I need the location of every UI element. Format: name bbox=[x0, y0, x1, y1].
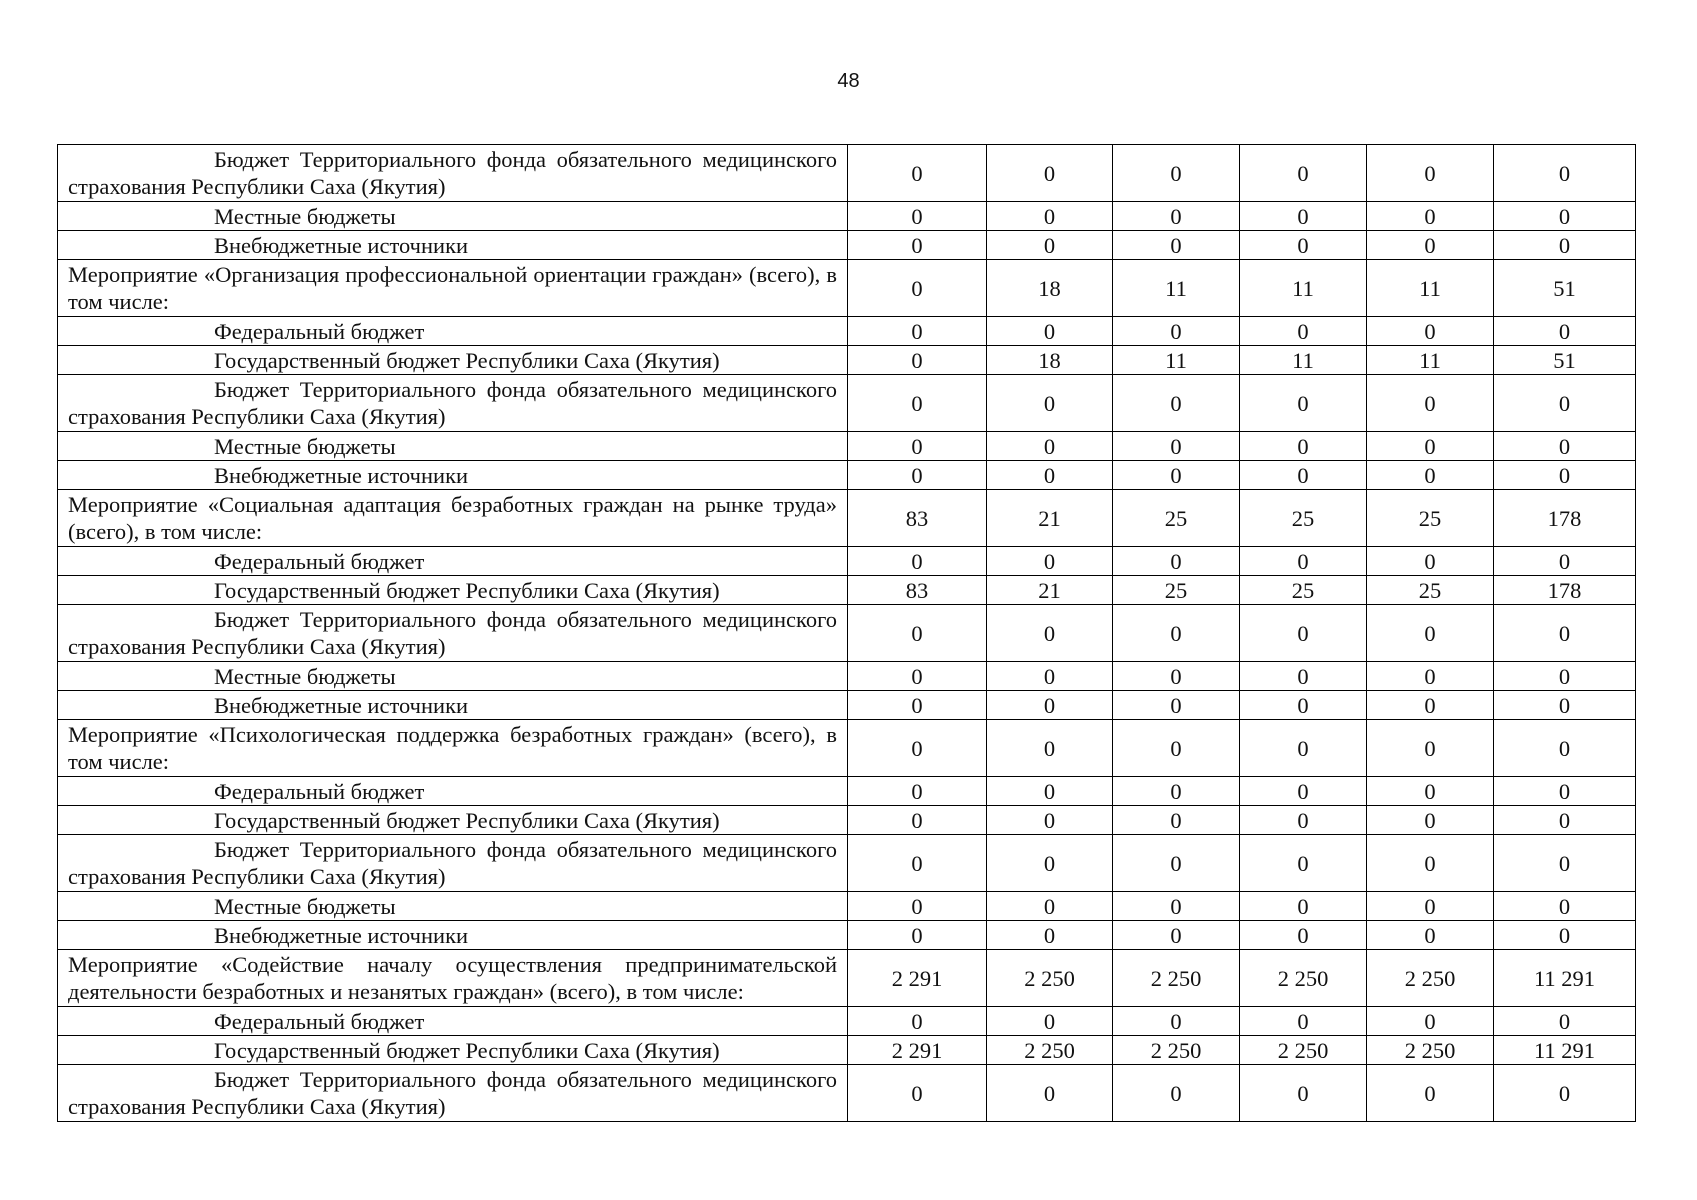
table-row bbox=[58, 576, 1636, 605]
row-label-cell bbox=[58, 720, 848, 777]
value-cell: 2 250 bbox=[987, 950, 1113, 1007]
row-label-cell bbox=[58, 892, 848, 921]
row-label-cell bbox=[58, 432, 848, 461]
row-label-cell bbox=[58, 145, 848, 202]
row-label: Мероприятие «Социальная адаптация безработных граждан на рынке труда» (всего), в том числе: bbox=[68, 492, 837, 544]
value-cell: 0 bbox=[987, 662, 1113, 691]
value-cell: 0 bbox=[1113, 202, 1240, 231]
value-cell: 0 bbox=[1367, 432, 1494, 461]
value-cell: 0 bbox=[1494, 231, 1636, 260]
value-cell: 18 bbox=[987, 260, 1113, 317]
value-cell: 0 bbox=[987, 921, 1113, 950]
row-label: Федеральный бюджет bbox=[214, 778, 425, 804]
table-row bbox=[58, 202, 1636, 231]
row-label: Внебюджетные источники bbox=[214, 692, 469, 718]
value-cell: 0 bbox=[987, 231, 1113, 260]
value-cell: 0 bbox=[1113, 432, 1240, 461]
table-row bbox=[58, 346, 1636, 375]
value-cell: 2 250 bbox=[1113, 950, 1240, 1007]
row-label-cell bbox=[58, 576, 848, 605]
value-cell: 0 bbox=[1113, 461, 1240, 490]
table-row bbox=[58, 662, 1636, 691]
table-row bbox=[58, 231, 1636, 260]
row-label: Бюджет Территориального фонда обязательного медицинского страхования Республики Саха (Якутия) bbox=[68, 147, 837, 199]
value-cell: 0 bbox=[848, 605, 987, 662]
value-cell: 0 bbox=[1367, 662, 1494, 691]
table-row bbox=[58, 691, 1636, 720]
value-cell: 0 bbox=[848, 806, 987, 835]
value-cell: 0 bbox=[1113, 547, 1240, 576]
value-cell: 0 bbox=[1367, 317, 1494, 346]
value-cell: 0 bbox=[1113, 806, 1240, 835]
value-cell: 0 bbox=[1240, 777, 1367, 806]
table-row bbox=[58, 375, 1636, 432]
table-row bbox=[58, 1007, 1636, 1036]
value-cell: 0 bbox=[987, 605, 1113, 662]
row-label-cell bbox=[58, 346, 848, 375]
row-label: Бюджет Территориального фонда обязательного медицинского страхования Республики Саха (Якутия) bbox=[68, 607, 837, 659]
table-row bbox=[58, 1065, 1636, 1122]
value-cell: 0 bbox=[1367, 835, 1494, 892]
value-cell: 25 bbox=[1367, 490, 1494, 547]
value-cell: 0 bbox=[1494, 892, 1636, 921]
value-cell: 178 bbox=[1494, 490, 1636, 547]
value-cell: 0 bbox=[1494, 1065, 1636, 1122]
value-cell: 25 bbox=[1113, 576, 1240, 605]
value-cell: 2 250 bbox=[1367, 950, 1494, 1007]
value-cell: 0 bbox=[1494, 317, 1636, 346]
value-cell: 0 bbox=[848, 231, 987, 260]
value-cell: 11 291 bbox=[1494, 950, 1636, 1007]
row-label: Мероприятие «Психологическая поддержка безработных граждан» (всего), в том числе: bbox=[68, 722, 837, 774]
value-cell: 0 bbox=[987, 432, 1113, 461]
value-cell: 0 bbox=[848, 375, 987, 432]
value-cell: 0 bbox=[1367, 806, 1494, 835]
row-label-cell bbox=[58, 490, 848, 547]
row-label: Государственный бюджет Республики Саха (Якутия) bbox=[214, 577, 720, 603]
value-cell: 0 bbox=[1240, 921, 1367, 950]
value-cell: 2 250 bbox=[1240, 950, 1367, 1007]
value-cell: 11 bbox=[1367, 346, 1494, 375]
value-cell: 0 bbox=[848, 777, 987, 806]
value-cell: 51 bbox=[1494, 260, 1636, 317]
value-cell: 0 bbox=[1113, 720, 1240, 777]
value-cell: 0 bbox=[848, 691, 987, 720]
value-cell: 0 bbox=[1494, 691, 1636, 720]
value-cell: 0 bbox=[1367, 202, 1494, 231]
row-label: Внебюджетные источники bbox=[214, 922, 469, 948]
value-cell: 0 bbox=[1494, 461, 1636, 490]
row-label: Государственный бюджет Республики Саха (Якутия) bbox=[214, 1037, 720, 1063]
value-cell: 11 bbox=[1240, 260, 1367, 317]
value-cell: 0 bbox=[1240, 461, 1367, 490]
value-cell: 0 bbox=[1367, 145, 1494, 202]
value-cell: 0 bbox=[848, 921, 987, 950]
row-label: Мероприятие «Организация профессиональной ориентации граждан» (всего), в том числе: bbox=[68, 262, 837, 314]
value-cell: 25 bbox=[1240, 576, 1367, 605]
value-cell: 0 bbox=[1113, 231, 1240, 260]
value-cell: 0 bbox=[1240, 720, 1367, 777]
row-label-cell bbox=[58, 231, 848, 260]
value-cell: 0 bbox=[1367, 921, 1494, 950]
value-cell: 0 bbox=[1367, 605, 1494, 662]
value-cell: 83 bbox=[848, 490, 987, 547]
row-label-cell bbox=[58, 835, 848, 892]
value-cell: 0 bbox=[848, 547, 987, 576]
row-label: Местные бюджеты bbox=[214, 433, 396, 459]
value-cell: 0 bbox=[1113, 921, 1240, 950]
row-label-cell bbox=[58, 1065, 848, 1122]
value-cell: 0 bbox=[1367, 1065, 1494, 1122]
value-cell: 0 bbox=[1494, 145, 1636, 202]
table-row bbox=[58, 806, 1636, 835]
value-cell: 0 bbox=[1113, 835, 1240, 892]
value-cell: 11 bbox=[1367, 260, 1494, 317]
value-cell: 0 bbox=[1240, 892, 1367, 921]
table-row bbox=[58, 605, 1636, 662]
row-label: Государственный бюджет Республики Саха (Якутия) bbox=[214, 347, 720, 373]
value-cell: 18 bbox=[987, 346, 1113, 375]
table-row bbox=[58, 317, 1636, 346]
value-cell: 21 bbox=[987, 490, 1113, 547]
value-cell: 0 bbox=[1240, 691, 1367, 720]
row-label: Федеральный бюджет bbox=[214, 318, 425, 344]
value-cell: 0 bbox=[1367, 720, 1494, 777]
value-cell: 0 bbox=[1240, 432, 1367, 461]
value-cell: 0 bbox=[1113, 1065, 1240, 1122]
row-label: Федеральный бюджет bbox=[214, 1008, 425, 1034]
value-cell: 21 bbox=[987, 576, 1113, 605]
value-cell: 0 bbox=[987, 720, 1113, 777]
value-cell: 0 bbox=[1113, 375, 1240, 432]
row-label-cell bbox=[58, 202, 848, 231]
row-label: Государственный бюджет Республики Саха (Якутия) bbox=[214, 807, 720, 833]
value-cell: 2 250 bbox=[1240, 1036, 1367, 1065]
value-cell: 25 bbox=[1240, 490, 1367, 547]
value-cell: 0 bbox=[1240, 806, 1367, 835]
value-cell: 0 bbox=[987, 835, 1113, 892]
row-label-cell bbox=[58, 950, 848, 1007]
value-cell: 0 bbox=[1494, 835, 1636, 892]
value-cell: 0 bbox=[1240, 662, 1367, 691]
value-cell: 0 bbox=[1240, 835, 1367, 892]
value-cell: 0 bbox=[987, 145, 1113, 202]
value-cell: 2 250 bbox=[987, 1036, 1113, 1065]
value-cell: 0 bbox=[1113, 317, 1240, 346]
value-cell: 0 bbox=[1494, 921, 1636, 950]
value-cell: 0 bbox=[1113, 892, 1240, 921]
table-row bbox=[58, 777, 1636, 806]
value-cell: 83 bbox=[848, 576, 987, 605]
value-cell: 0 bbox=[848, 1065, 987, 1122]
value-cell: 0 bbox=[987, 777, 1113, 806]
row-label-cell bbox=[58, 691, 848, 720]
value-cell: 0 bbox=[1494, 605, 1636, 662]
budget-table bbox=[57, 144, 1636, 1122]
row-label: Бюджет Территориального фонда обязательного медицинского страхования Республики Саха (Якутия) bbox=[68, 837, 837, 889]
value-cell: 0 bbox=[1240, 231, 1367, 260]
value-cell: 2 250 bbox=[1113, 1036, 1240, 1065]
row-label-cell bbox=[58, 662, 848, 691]
row-label-cell bbox=[58, 1007, 848, 1036]
value-cell: 0 bbox=[1367, 375, 1494, 432]
value-cell: 0 bbox=[987, 1065, 1113, 1122]
value-cell: 25 bbox=[1367, 576, 1494, 605]
row-label: Федеральный бюджет bbox=[214, 548, 425, 574]
page-number: 48 bbox=[837, 70, 860, 92]
table-body bbox=[58, 145, 1636, 1122]
value-cell: 0 bbox=[987, 202, 1113, 231]
table-row bbox=[58, 145, 1636, 202]
value-cell: 0 bbox=[848, 145, 987, 202]
value-cell: 0 bbox=[987, 547, 1113, 576]
value-cell: 0 bbox=[1367, 231, 1494, 260]
value-cell: 0 bbox=[848, 317, 987, 346]
value-cell: 0 bbox=[1113, 691, 1240, 720]
value-cell: 0 bbox=[1240, 145, 1367, 202]
value-cell: 0 bbox=[1240, 317, 1367, 346]
value-cell: 0 bbox=[848, 662, 987, 691]
value-cell: 0 bbox=[1113, 777, 1240, 806]
value-cell: 0 bbox=[848, 835, 987, 892]
row-label: Местные бюджеты bbox=[214, 663, 396, 689]
value-cell: 11 291 bbox=[1494, 1036, 1636, 1065]
row-label: Внебюджетные источники bbox=[214, 462, 469, 488]
value-cell: 0 bbox=[1367, 461, 1494, 490]
value-cell: 0 bbox=[1240, 1065, 1367, 1122]
value-cell: 0 bbox=[987, 461, 1113, 490]
row-label: Бюджет Территориального фонда обязательного медицинского страхования Республики Саха (Якутия) bbox=[68, 377, 837, 429]
table-row bbox=[58, 1036, 1636, 1065]
row-label-cell bbox=[58, 375, 848, 432]
value-cell: 25 bbox=[1113, 490, 1240, 547]
value-cell: 11 bbox=[1240, 346, 1367, 375]
value-cell: 0 bbox=[1113, 1007, 1240, 1036]
row-label-cell bbox=[58, 461, 848, 490]
row-label-cell bbox=[58, 605, 848, 662]
value-cell: 0 bbox=[1113, 605, 1240, 662]
value-cell: 2 250 bbox=[1367, 1036, 1494, 1065]
row-label-cell bbox=[58, 806, 848, 835]
value-cell: 0 bbox=[1367, 691, 1494, 720]
value-cell: 0 bbox=[987, 1007, 1113, 1036]
table-row bbox=[58, 547, 1636, 576]
table-row bbox=[58, 461, 1636, 490]
value-cell: 0 bbox=[1494, 1007, 1636, 1036]
value-cell: 0 bbox=[1240, 547, 1367, 576]
value-cell: 0 bbox=[1367, 1007, 1494, 1036]
table-row bbox=[58, 950, 1636, 1007]
value-cell: 0 bbox=[1367, 777, 1494, 806]
row-label: Мероприятие «Содействие началу осуществления предпринимательской деятельности безработных и незанятых граждан» (всего), в том числе: bbox=[68, 952, 837, 1004]
table-row bbox=[58, 892, 1636, 921]
value-cell: 0 bbox=[987, 806, 1113, 835]
row-label: Местные бюджеты bbox=[214, 893, 396, 919]
value-cell: 0 bbox=[1113, 662, 1240, 691]
value-cell: 0 bbox=[1494, 720, 1636, 777]
row-label-cell bbox=[58, 921, 848, 950]
row-label: Внебюджетные источники bbox=[214, 232, 469, 258]
value-cell: 51 bbox=[1494, 346, 1636, 375]
value-cell: 11 bbox=[1113, 346, 1240, 375]
value-cell: 0 bbox=[1240, 202, 1367, 231]
table-row bbox=[58, 835, 1636, 892]
value-cell: 0 bbox=[848, 461, 987, 490]
row-label: Местные бюджеты bbox=[214, 203, 396, 229]
row-label: Бюджет Территориального фонда обязательного медицинского страхования Республики Саха (Якутия) bbox=[68, 1067, 837, 1119]
value-cell: 0 bbox=[848, 260, 987, 317]
value-cell: 0 bbox=[848, 432, 987, 461]
value-cell: 0 bbox=[1494, 547, 1636, 576]
value-cell: 0 bbox=[848, 346, 987, 375]
row-label-cell bbox=[58, 1036, 848, 1065]
value-cell: 0 bbox=[1494, 806, 1636, 835]
value-cell: 0 bbox=[1494, 432, 1636, 461]
table-row bbox=[58, 720, 1636, 777]
value-cell: 0 bbox=[987, 317, 1113, 346]
value-cell: 0 bbox=[848, 1007, 987, 1036]
value-cell: 0 bbox=[1494, 777, 1636, 806]
value-cell: 0 bbox=[987, 892, 1113, 921]
row-label-cell bbox=[58, 260, 848, 317]
value-cell: 0 bbox=[848, 720, 987, 777]
value-cell: 0 bbox=[987, 691, 1113, 720]
value-cell: 178 bbox=[1494, 576, 1636, 605]
value-cell: 0 bbox=[1494, 375, 1636, 432]
value-cell: 0 bbox=[848, 202, 987, 231]
value-cell: 0 bbox=[1240, 605, 1367, 662]
value-cell: 0 bbox=[1367, 892, 1494, 921]
value-cell: 0 bbox=[848, 892, 987, 921]
value-cell: 0 bbox=[1367, 547, 1494, 576]
row-label-cell bbox=[58, 317, 848, 346]
value-cell: 2 291 bbox=[848, 950, 987, 1007]
value-cell: 0 bbox=[1494, 202, 1636, 231]
table-row bbox=[58, 921, 1636, 950]
value-cell: 2 291 bbox=[848, 1036, 987, 1065]
value-cell: 0 bbox=[1113, 145, 1240, 202]
row-label-cell bbox=[58, 547, 848, 576]
table-row bbox=[58, 260, 1636, 317]
value-cell: 0 bbox=[987, 375, 1113, 432]
value-cell: 0 bbox=[1494, 662, 1636, 691]
row-label-cell bbox=[58, 777, 848, 806]
value-cell: 11 bbox=[1113, 260, 1240, 317]
value-cell: 0 bbox=[1240, 375, 1367, 432]
value-cell: 0 bbox=[1240, 1007, 1367, 1036]
table-row bbox=[58, 432, 1636, 461]
table-row bbox=[58, 490, 1636, 547]
